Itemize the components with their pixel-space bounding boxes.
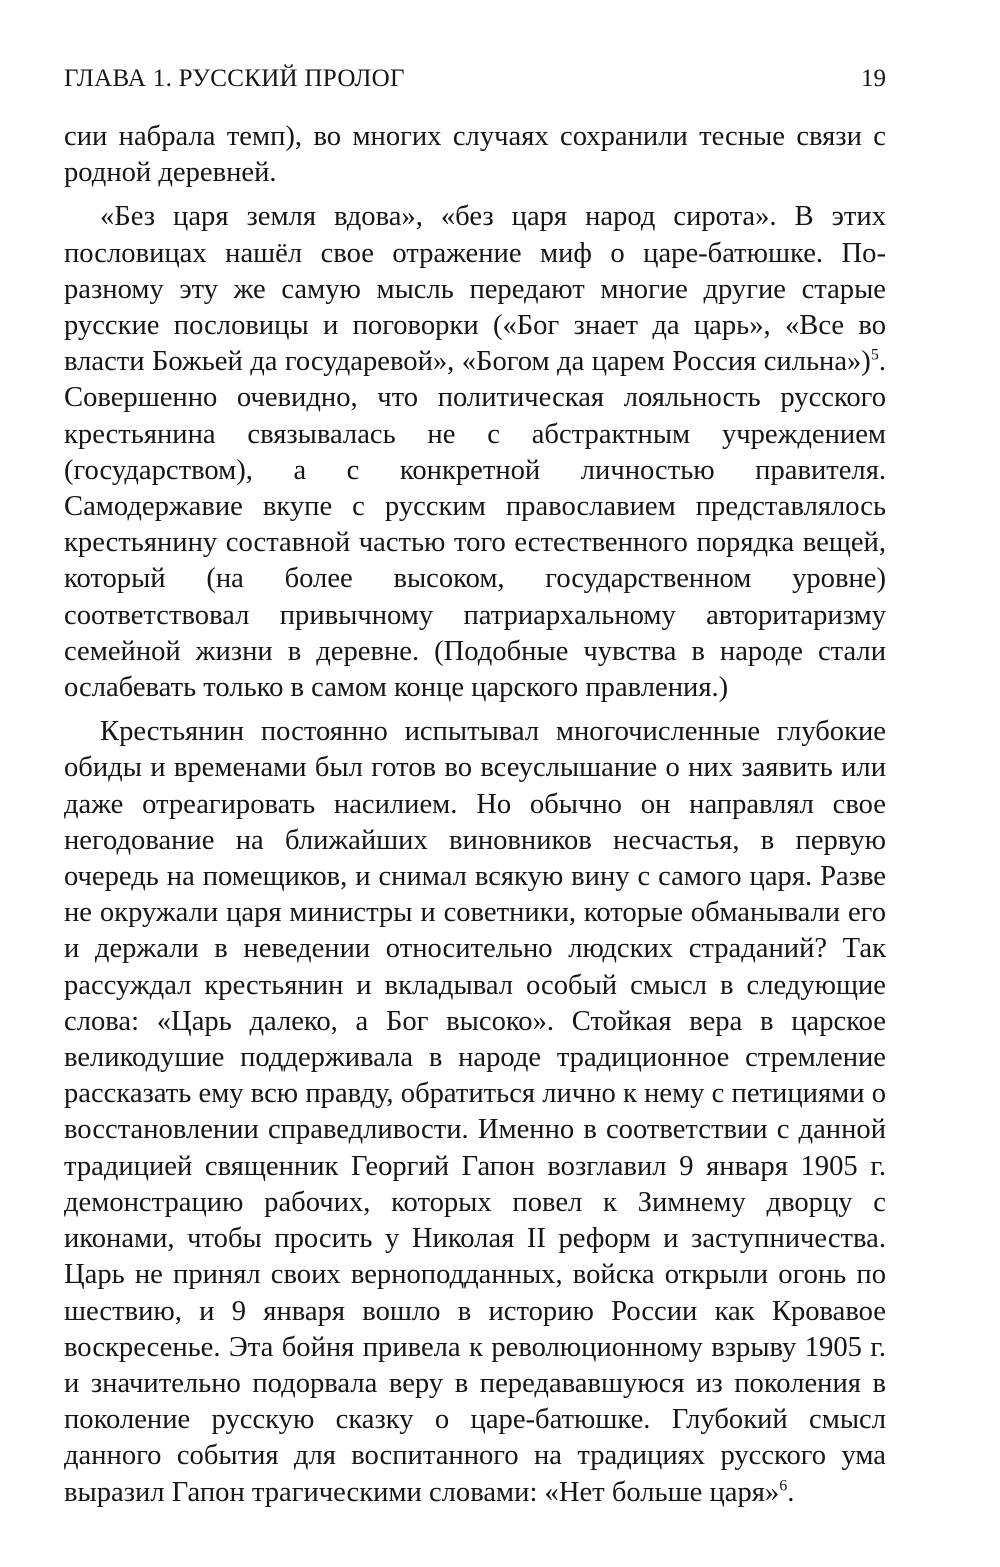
- footnote-ref-6[interactable]: 6: [779, 1476, 788, 1494]
- paragraph-proverbs-text-cont: . Совершенно очевидно, что политическая лояльность русского крестьянина связывалась не с абстрактным учреждением (государством), а с конкретной личностью правителя. Самодержавие вкупе с русским православием представлялось крестьянину составной частью того естественного порядка вещей, который (на более высоком, государственном уровне) соответствовал привычному патриархальному авторитаризму семейной жизни в деревне. (Подобные чувства в народе стали ослабевать только в самом конце царского правления.): [64, 346, 886, 704]
- main-text: [64, 119, 886, 1511]
- page-number: 19: [861, 65, 886, 92]
- paragraph-continuation: сии набрала темп), во многих случаях сохранили тесные связи с родной деревней.: [64, 121, 886, 189]
- paragraph-proverbs-text: «Без царя земля вдова», «без царя народ сирота». В этих пословицах нашёл свое отражение миф о царе-батюшке. По-разному эту же самую мысль передают многие другие старые русские пословицы и поговорки («Бог знает да царь», «Все во власти Божьей да государевой», «Богом да царем Россия сильна»): [64, 201, 886, 378]
- paragraph-peasant-text-end: .: [787, 1476, 795, 1508]
- paragraph-peasant-text: Крестьянин постоянно испытывал многочисленные глубокие обиды и временами был готов во всеуслышание о них заявить или даже отреагировать насилием. Но обычно он направлял свое негодование на ближайших виновников несчастья, в первую очередь на помещиков, и снимал всякую вину с самого царя. Разве не окружали царя министры и советники, которые обманывали его и держали в неведении относительно людских страданий? Так рассуждал крестьянин и вкладывал особый смысл в следующие слова: «Царь далеко, а Бог высоко». Стойкая вера в царское великодушие поддерживала в народе традиционное стремление рассказать ему всю правду, обратиться лично к нему с петициями о восстановлении справедливости. Именно в соответствии с данной традицией священник Георгий Гапон возглавил 9 января 1905 г. демонстрацию рабочих, которых повел к Зимнему дворцу с иконами, чтобы просить у Николая II реформ и заступничества. Царь не принял своих верноподданных, войска открыли огонь по шествию, и 9 января вошло в историю России как Кровавое воскресенье. Эта бойня привела к революционному взрыву 1905 г. и значительно подорвала веру в передававшуюся из поколения в поколение русскую сказку о царе-батюшке. Глубокий смысл данного события для воспитанного на традициях русского ума выразил Гапон трагическими словами: «Нет больше царя»: [64, 716, 886, 1508]
- chapter-title: ГЛАВА 1. РУССКИЙ ПРОЛОГ: [64, 65, 405, 92]
- running-head: [64, 62, 886, 98]
- paragraph-proverbs: [64, 199, 886, 706]
- paragraph-peasant: [64, 714, 886, 1510]
- footnote-ref-5[interactable]: 5: [870, 346, 879, 364]
